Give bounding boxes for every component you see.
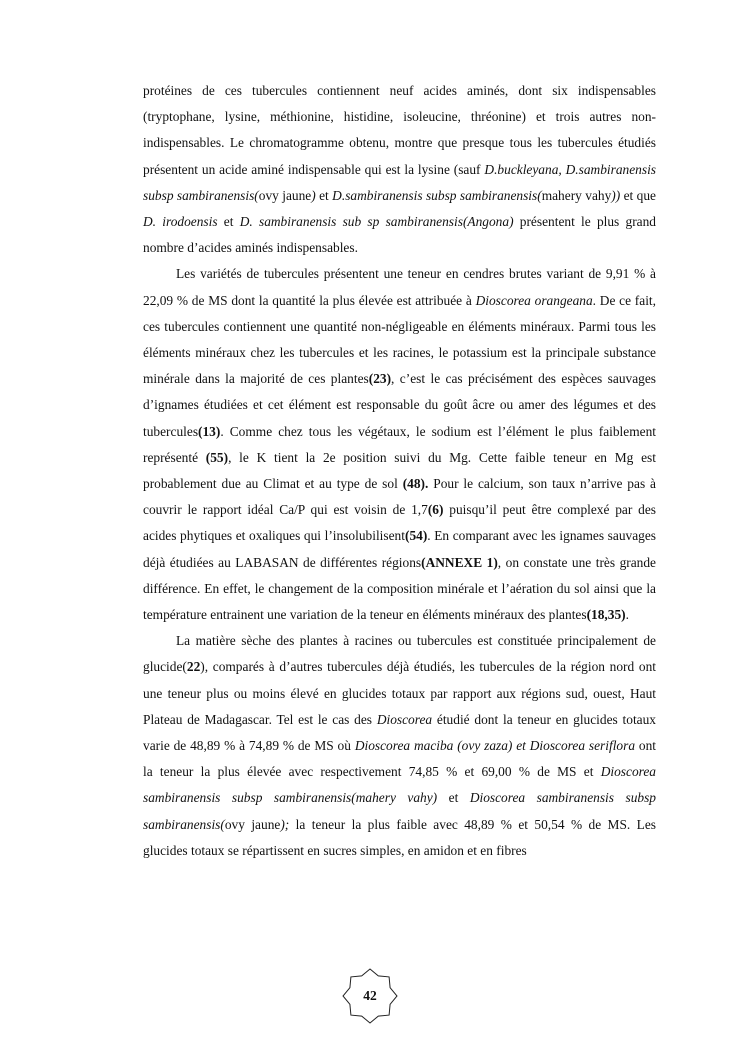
paragraph-mineral-ash	[143, 261, 656, 628]
italic-text: D.sambiranensis subsp sambiranensis(	[332, 187, 542, 203]
body-text: . En comparant avec les ignames sauvages déjà étudiées au LABASAN de différentes régions	[143, 528, 656, 570]
reference-citation: (48).	[402, 476, 429, 492]
italic-text: ))	[611, 187, 621, 203]
reference-citation: (55)	[205, 449, 229, 465]
page-number-badge	[342, 968, 398, 1024]
reference-citation: (6)	[427, 502, 444, 518]
body-text: . De ce fait, ces tubercules contiennent une quantité non-négligeable en éléments minéraux. Parmi tous les éléments minéraux chez les tubercules et les racines, le potassium est la principale substance minérale dans la majorité de ces plantes	[143, 292, 656, 387]
body-text: mahery vahy	[541, 187, 612, 203]
italic-text: D. sambiranensis sub sp sambiranensis(Angona)	[239, 214, 514, 230]
paragraph-amino-acids	[143, 78, 656, 261]
body-text: étudié dont la teneur en glucides totaux varie de 48,89 % à 74,89 % de MS où	[143, 711, 657, 754]
reference-citation: 22	[186, 659, 201, 675]
paragraph-carbohydrates	[143, 628, 656, 864]
body-text: Pour le calcium, son taux n’arrive pas à couvrir le rapport idéal Ca/P qui est voisin de 1,7	[143, 476, 656, 518]
reference-citation: (54)	[404, 528, 428, 544]
italic-text: D. irodoensis	[143, 214, 218, 230]
body-text: , on constate une très grande différence. En effet, le changement de la composition minérale et l’aération du sol ainsi que la température entrainent une variation de la teneur en éléments minéraux des plantes	[143, 554, 657, 623]
italic-text: Dioscorea	[376, 711, 433, 727]
body-text: puisqu’il peut être complexé par des acides phytiques et oxaliques qui l’insolubilisent	[143, 502, 656, 544]
body-text: et	[315, 187, 333, 203]
italic-text: Dioscorea sambiranensis subsp sambiranensis(	[143, 790, 656, 832]
body-text: protéines de ces tubercules contiennent neuf acides aminés, dont six indispensables (tryptophane, lysine, méthionine, histidine, isoleucine, thréonine) et trois autres non-indispensables. Le chromatogramme obtenu, montre que presque tous les tubercules étudiés présentent un acide aminé indispensable qui est la lysine (sauf	[143, 83, 656, 177]
body-text: La matière sèche des plantes à racines ou tubercules est constituée principalement de glucide(	[143, 633, 656, 675]
page-number: 42	[363, 988, 377, 1003]
body-text: et	[437, 790, 470, 806]
body-text: , c’est le cas précisément des espèces sauvages d’ignames étudiées et cet élément est responsable du goût âcre ou amer des légumes et des tubercules	[143, 371, 656, 439]
body-text: la teneur la plus faible avec 48,89 % et 50,54 % de MS. Les glucides totaux se répartissent en sucres simples, en amidon et en fibres	[143, 816, 656, 858]
italic-text: )	[311, 187, 316, 203]
body-text: ovy jaune	[224, 816, 281, 832]
body-text: . Comme chez tous les végétaux, le sodium est l’élément le plus faiblement représenté	[143, 423, 656, 465]
reference-citation: (ANNEXE 1)	[421, 554, 498, 570]
body-text: .	[625, 607, 629, 623]
body-text: , le K tient la 2e position suivi du Mg. Cette faible teneur en Mg est probablement due au Climat et au type de sol	[143, 449, 656, 492]
body-text: ont la teneur la plus élevée avec respectivement 74,85 % et 69,00 % de MS et	[143, 738, 656, 780]
body-text: ovy jaune	[258, 187, 312, 203]
document-body	[143, 78, 656, 864]
italic-text: Dioscorea orangeana	[475, 292, 593, 308]
reference-citation: (23)	[368, 371, 392, 387]
italic-text: Dioscorea sambiranensis subsp sambiranensis(mahery vahy)	[143, 764, 656, 806]
body-text: ), comparés à d’autres tubercules déjà étudiés, les tubercules de la région nord ont une teneur plus ou moins élevé en glucides totaux par rapport aux régions sud, ouest, Haut Plateau de Madagascar. Tel est le cas des	[143, 659, 656, 727]
italic-text: D.buckleyana, D.sambiranensis subsp sambiranensis(	[143, 161, 657, 203]
body-text: et que	[620, 187, 656, 203]
italic-text: Dioscorea maciba (ovy zaza) et Dioscorea seriflora	[354, 738, 636, 754]
body-text: Les variétés de tubercules présentent une teneur en cendres brutes variant de 9,91 % à 22,09 % de MS dont la quantité la plus élevée est attribuée à	[143, 266, 656, 308]
body-text: et	[217, 214, 240, 230]
italic-text: );	[280, 816, 290, 832]
body-text: présentent le plus grand nombre d’acides aminés indispensables.	[143, 214, 656, 256]
reference-citation: (13)	[198, 423, 221, 439]
reference-citation: (18,35)	[586, 607, 626, 623]
